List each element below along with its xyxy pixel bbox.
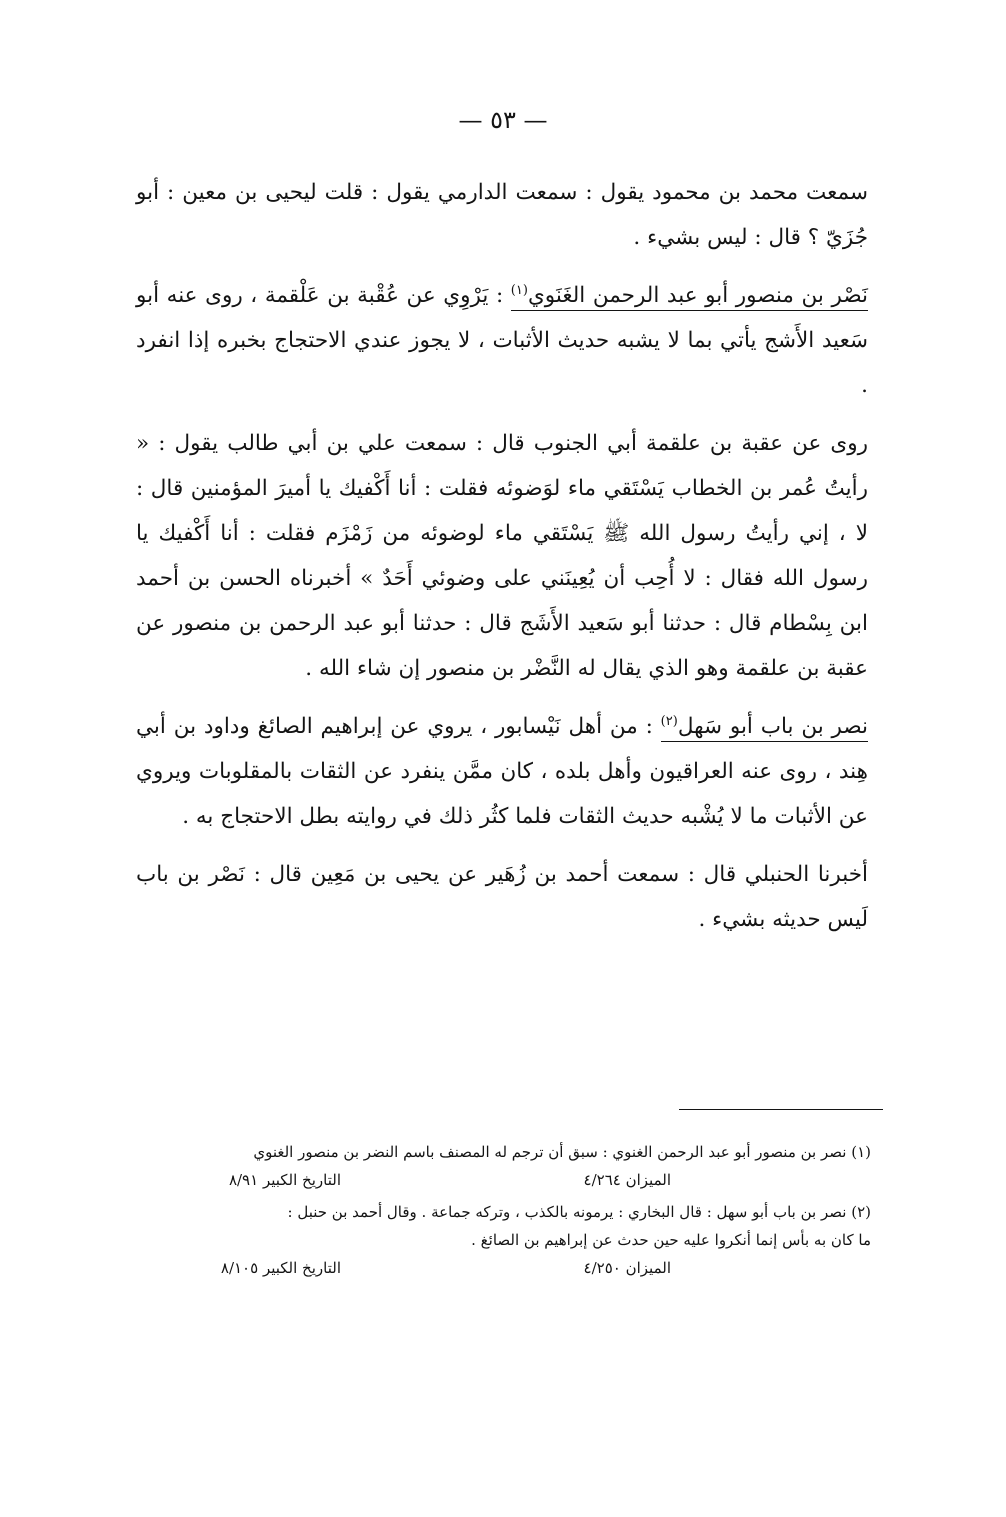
footnote-1-references: [126, 1166, 871, 1194]
paragraph-gap: [136, 260, 868, 273]
entry-nasr-bin-mansur: [136, 273, 868, 408]
entry-body-text: : من أهل نَيْسابور ، يروي عن إبراهيم الصائغ وداود بن أبي هِند ، روى عنه العراقيون وأهل بلده ، كان ممَّن ينفرد عن الثقات بالمقلوبات ويروي عن الأثبات ما لا يُشْبه حديث الثقات فلما كثُر ذلك في روايته بطل الاحتجاج به .: [136, 714, 868, 829]
footnote-marker-2[interactable]: (٢): [660, 713, 678, 729]
page-number: — ٥٣ —: [458, 106, 548, 134]
paragraph-gap: [136, 839, 868, 852]
entry-heading-text: نصر بن باب أبو سَهل: [677, 714, 868, 739]
paragraph-gap: [136, 691, 868, 704]
footnote-1-tarikh-ref: التاريخ الكبير ٨/٩١: [228, 1171, 341, 1189]
footnote-2-mizan-ref: الميزان ٤/٢٥٠: [583, 1259, 671, 1277]
footnote-2-text-continued: ما كان به بأس إنما أنكروا عليه حين حدث عن إبراهيم بن الصائغ .: [471, 1231, 871, 1249]
entry-nasr-bin-bab: [136, 704, 868, 839]
entry-heading-nasr-bin-bab: [661, 714, 868, 742]
footnote-2-text: (٢) نصر بن باب أبو سهل : قال البخاري : يرمونه بالكذب ، وتركه جماعة . وقال أحمد بن حنبل :: [287, 1203, 871, 1221]
footnote-2-references: [126, 1254, 871, 1282]
paragraph-hanbali-quote: أخبرنا الحنبلي قال : سمعت أحمد بن زُهَير عن يحيى بن مَعِين قال : نَصْر بن باب لَيس حديثه بشيء .: [136, 862, 868, 932]
paragraph-gap: [136, 408, 868, 421]
footnote-1-text: (١) نصر بن منصور أبو عبد الرحمن الغنوي : سبق أن ترجم له المصنف باسم النضر بن منصور الغنوي: [253, 1143, 871, 1161]
paragraph-hadith-narration: روى عن عقبة بن علقمة أبي الجنوب قال : سمعت علي بن أبي طالب يقول : « رأيتُ عُمر بن الخطاب يَسْتَقي ماء لوَضوئه فقلت : أنا أَكْفيك يا أميرَ المؤمنين قال : لا ، إني رأيتُ رسول الله ﷺ يَسْتَقي ماء لوضوئه من زَمْزَم فقلت : أنا أَكْفيك يا رسول الله فقال : لا أُحِب أن يُعِينَني على وضوئي أَحَدٌ » أخبرناه الحسن بن أحمد ابن بِسْطام قال : حدثنا أبو سَعيد الأَشَج قال : حدثنا أبو عبد الرحمن بن منصور عن عقبة بن علقمة وهو الذي يقال له النَّضْر بن منصور إن شاء الله .: [136, 431, 868, 681]
footnote-divider: [679, 1109, 883, 1110]
entry-body-text: : يَرْوِي عن عُقْبة بن عَلْقمة ، روى عنه أبو سَعيد الأَشج يأتي بما لا يشبه حديث الأثبات ، لا يجوز عندي الاحتجاج بخبره إذا انفرد .: [136, 283, 868, 398]
footnote-2-tarikh-ref: التاريخ الكبير ٨/١٠٥: [220, 1259, 341, 1277]
footnote-1-mizan-ref: الميزان ٤/٢٦٤: [583, 1171, 671, 1189]
footnotes: [126, 1138, 871, 1286]
entry-heading-nasr-bin-mansur: [511, 283, 868, 311]
paragraph-darimi-quote: سمعت محمد بن محمود يقول : سمعت الدارمي يقول : قلت ليحيى بن معين : أبو جُزَيّ ؟ قال : ليس بشيء .: [136, 180, 868, 250]
footnote-marker-1[interactable]: (١): [510, 282, 528, 298]
main-text: [136, 170, 868, 942]
entry-heading-text: نَصْر بن منصور أبو عبد الرحمن الغَنَوي: [527, 283, 868, 308]
